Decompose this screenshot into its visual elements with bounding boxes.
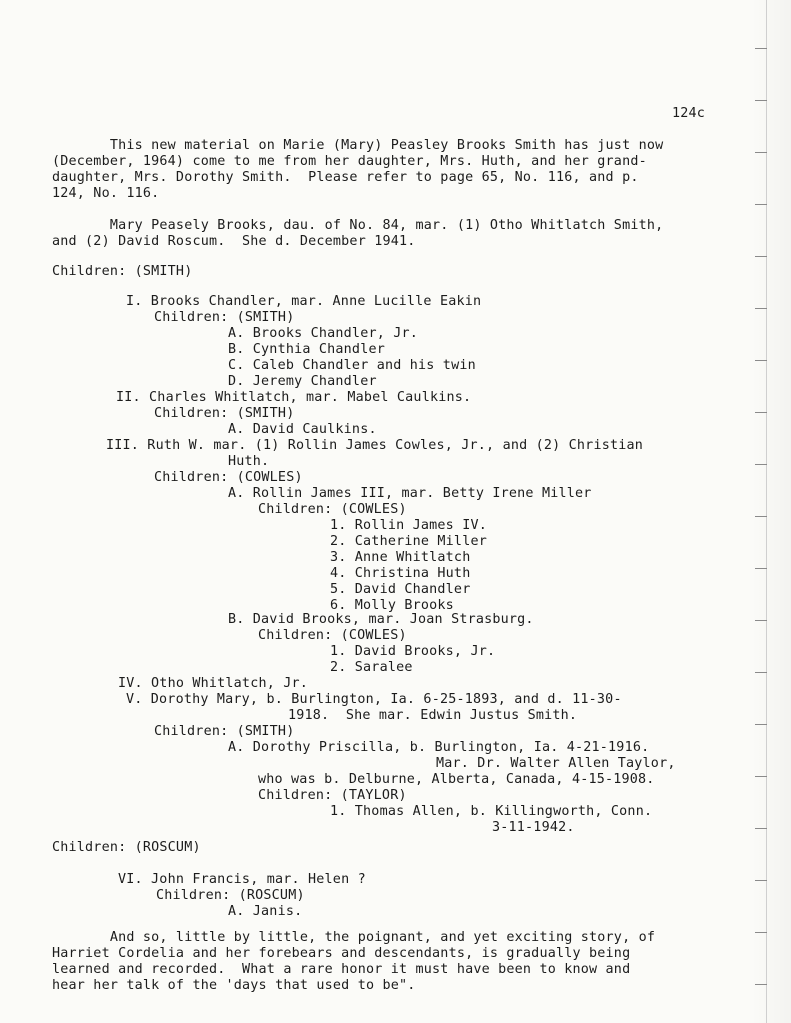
child-entry: II. Charles Whitlatch, mar. Mabel Caulkins. [116,390,472,405]
binding-tick [755,984,767,985]
intro-line: (December, 1964) come to me from her daughter, Mrs. Huth, and her grand- [52,154,647,169]
grandchild-entry-continued: who was b. Delburne, Alberta, Canada, 4-15-1908. [258,772,655,787]
binding-tick [755,360,767,361]
binding-tick [755,672,767,673]
page-number: 124c [672,106,706,121]
grandchild-entry-continued: Mar. Dr. Walter Allen Taylor, [436,756,676,771]
binding-tick [755,568,767,569]
closing-line: hear her talk of the 'days that used to be". [52,978,416,993]
great-grandchild-entry: 6. Molly Brooks [330,598,454,613]
binding-tick [755,724,767,725]
grandchild-entry: A. Rollin James III, mar. Betty Irene Miller [228,486,592,501]
intro-line: daughter, Mrs. Dorothy Smith. Please refer to page 65, No. 116, and p. [52,170,639,185]
intro-line: This new material on Marie (Mary) Peasley Brooks Smith has just now [52,138,664,153]
great-grandchild-entry: 1. David Brooks, Jr. [330,644,496,659]
page-edge-line [766,0,767,1023]
parentage-line: and (2) David Roscum. She d. December 1941. [52,234,416,249]
binding-tick [755,48,767,49]
grandchild-entry: A. Dorothy Priscilla, b. Burlington, Ia. 4-21-1916. [228,740,650,755]
closing-line: And so, little by little, the poignant, and yet exciting story, of [52,930,656,945]
children-label: Children: (COWLES) [154,470,303,485]
children-label: Children: (ROSCUM) [156,888,305,903]
great-grandchild-entry-continued: 3-11-1942. [492,820,575,835]
binding-tick [755,152,767,153]
grandchild-entry: A. Brooks Chandler, Jr. [228,326,419,341]
binding-tick [755,516,767,517]
closing-line: learned and recorded. What a rare honor it must have been to know and [52,962,631,977]
children-label: Children: (COWLES) [258,502,407,517]
intro-line: 124, No. 116. [52,186,160,201]
children-label: Children: (TAYLOR) [258,788,407,803]
great-grandchild-entry: 1. Rollin James IV. [330,518,487,533]
parentage-line: Mary Peasely Brooks, dau. of No. 84, mar. (1) Otho Whitlatch Smith, [52,218,664,233]
binding-tick [755,100,767,101]
child-entry: III. Ruth W. mar. (1) Rollin James Cowles, Jr., and (2) Christian [106,438,644,453]
child-entry: IV. Otho Whitlatch, Jr. [118,676,309,691]
great-grandchild-entry: 2. Catherine Miller [330,534,487,549]
binding-tick [755,828,767,829]
great-grandchild-entry: 1. Thomas Allen, b. Killingworth, Conn. [330,804,653,819]
children-label: Children: (SMITH) [154,406,295,421]
great-grandchild-entry: 5. David Chandler [330,582,471,597]
child-entry-continued: 1918. She mar. Edwin Justus Smith. [288,708,578,723]
great-grandchild-entry: 4. Christina Huth [330,566,471,581]
binding-tick [755,464,767,465]
children-label: Children: (SMITH) [154,724,295,739]
great-grandchild-entry: 3. Anne Whitlatch [330,550,471,565]
child-entry-continued: Huth. [228,454,270,469]
child-entry: I. Brooks Chandler, mar. Anne Lucille Eakin [126,294,482,309]
grandchild-entry: A. Janis. [228,904,303,919]
great-grandchild-entry: 2. Saralee [330,660,413,675]
binding-tick [755,308,767,309]
grandchild-entry: A. David Caulkins. [228,422,377,437]
children-label: Children: (SMITH) [154,310,295,325]
grandchild-entry: B. David Brooks, mar. Joan Strasburg. [228,612,534,627]
binding-tick [755,204,767,205]
grandchild-entry: B. Cynthia Chandler [228,342,385,357]
binding-tick [755,776,767,777]
child-entry: V. Dorothy Mary, b. Burlington, Ia. 6-25-1893, and d. 11-30- [126,692,622,707]
binding-tick [755,412,767,413]
children-smith-heading: Children: (SMITH) [52,264,193,279]
binding-tick [755,932,767,933]
child-entry: VI. John Francis, mar. Helen ? [118,872,366,887]
binding-tick [755,256,767,257]
page-binding-edge [751,0,791,1023]
children-label: Children: (COWLES) [258,628,407,643]
grandchild-entry: C. Caleb Chandler and his twin [228,358,476,373]
grandchild-entry: D. Jeremy Chandler [228,374,377,389]
binding-tick [755,880,767,881]
closing-line: Harriet Cordelia and her forebears and descendants, is gradually being [52,946,631,961]
binding-tick [755,620,767,621]
children-roscum-heading: Children: (ROSCUM) [52,840,201,855]
